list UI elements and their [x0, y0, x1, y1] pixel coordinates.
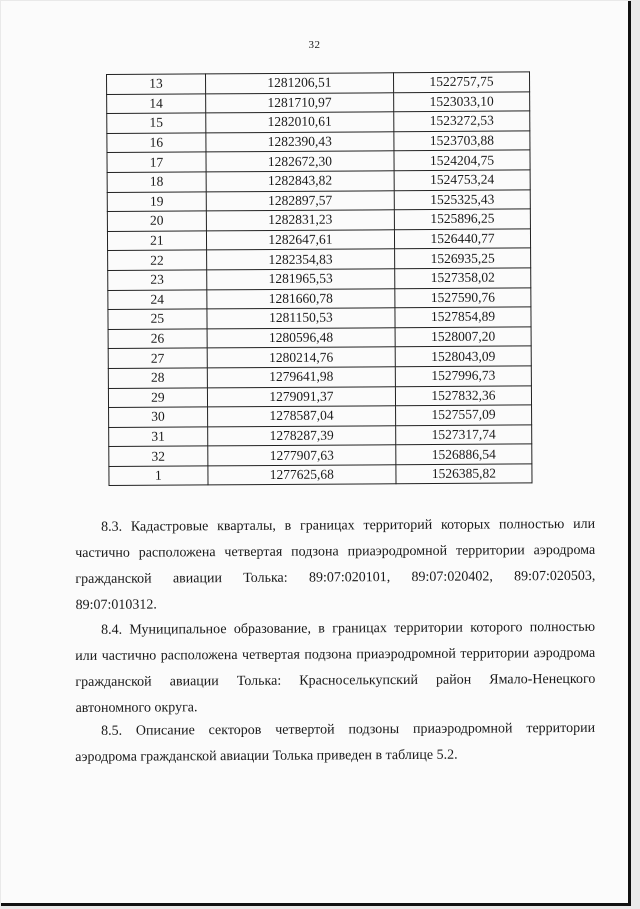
point-number-cell: 29	[108, 387, 207, 407]
y-coordinate-cell: 1523703,88	[394, 131, 530, 151]
table-row	[108, 327, 531, 349]
table-row	[107, 111, 530, 133]
table-row	[108, 385, 531, 407]
y-coordinate-cell: 1527590,76	[395, 287, 531, 307]
section-8-3	[75, 512, 596, 619]
x-coordinate-cell: 1281965,53	[206, 269, 394, 290]
point-number-cell: 32	[109, 446, 208, 466]
y-coordinate-cell: 1527557,09	[396, 405, 532, 425]
section-8-3-line-2: частично расположена четвертая подзона приаэродромной территории аэродрома	[75, 542, 596, 561]
table-row	[109, 444, 532, 466]
x-coordinate-cell: 1279641,98	[207, 367, 395, 388]
x-coordinate-cell: 1278287,39	[207, 425, 395, 446]
x-coordinate-cell: 1282897,57	[206, 190, 394, 211]
table-row	[107, 72, 530, 94]
x-coordinate-cell: 1277907,63	[208, 445, 396, 466]
y-coordinate-cell: 1527832,36	[395, 385, 531, 405]
x-coordinate-cell: 1281710,97	[205, 92, 393, 113]
y-coordinate-cell: 1528007,20	[395, 327, 531, 347]
table-row	[108, 287, 531, 309]
y-coordinate-cell: 1523272,53	[394, 111, 530, 131]
table-row	[108, 366, 531, 388]
y-coordinate-cell: 1527317,74	[396, 425, 532, 445]
point-number-cell: 14	[107, 93, 206, 113]
table-row	[107, 229, 530, 251]
point-number-cell: 28	[108, 368, 207, 388]
x-coordinate-cell: 1281660,78	[207, 288, 395, 309]
table-row	[108, 346, 531, 368]
table-row	[107, 150, 530, 172]
point-number-cell: 26	[108, 329, 207, 349]
x-coordinate-cell: 1278587,04	[207, 406, 395, 427]
x-coordinate-cell: 1282390,43	[206, 132, 394, 153]
section-8-4-line-3: гражданской авиации Толька: Красноселькупский район Ямало-Ненецкого	[75, 671, 596, 690]
y-coordinate-cell: 1526935,25	[395, 248, 531, 268]
coordinates-table-body	[107, 72, 533, 486]
section-8-4-line-4: автономного округа.	[75, 700, 198, 716]
y-coordinate-cell: 1526440,77	[394, 229, 530, 249]
table-row	[107, 131, 530, 153]
table-row	[107, 209, 530, 231]
page-number: 32	[308, 39, 321, 51]
section-8-4-line-1: 8.4. Муниципальное образование, в границах территории которого полностью	[101, 619, 596, 638]
table-row	[108, 307, 531, 329]
section-8-3-line-1: 8.3. Кадастровые кварталы, в границах территорий которых полностью или	[101, 516, 596, 535]
x-coordinate-cell: 1282010,61	[206, 112, 394, 133]
x-coordinate-cell: 1280596,48	[207, 327, 395, 348]
x-coordinate-cell: 1282831,23	[206, 210, 394, 231]
x-coordinate-cell: 1281206,51	[205, 73, 393, 94]
y-coordinate-cell: 1527854,89	[395, 307, 531, 327]
point-number-cell: 18	[107, 172, 206, 192]
point-number-cell: 31	[109, 427, 208, 447]
y-coordinate-cell: 1522757,75	[393, 72, 529, 92]
x-coordinate-cell: 1281150,53	[207, 308, 395, 329]
section-8-3-line-4: 89:07:010312.	[75, 597, 157, 613]
table-row	[109, 464, 532, 486]
section-8-3-line-3: гражданской авиации Толька: 89:07:020101, 89:07:020402, 89:07:020503,	[75, 568, 596, 587]
document-page	[1, 1, 631, 906]
point-number-cell: 27	[108, 348, 207, 368]
y-coordinate-cell: 1527358,02	[395, 268, 531, 288]
table-row	[109, 405, 532, 427]
x-coordinate-cell: 1282647,61	[206, 229, 394, 250]
section-8-4-line-2: или частично расположена четвертая подзона приаэродромной территории аэродрома	[75, 645, 596, 664]
x-coordinate-cell: 1279091,37	[207, 386, 395, 407]
y-coordinate-cell: 1528043,09	[395, 346, 531, 366]
y-coordinate-cell: 1523033,10	[394, 92, 530, 112]
table-row	[109, 425, 532, 447]
point-number-cell: 1	[109, 466, 208, 486]
x-coordinate-cell: 1277625,68	[208, 465, 396, 486]
point-number-cell: 17	[107, 152, 206, 172]
point-number-cell: 23	[108, 270, 207, 290]
x-coordinate-cell: 1280214,76	[207, 347, 395, 368]
table-row	[108, 268, 531, 290]
section-8-5-line-1: 8.5. Описание секторов четвертой подзоны приаэродромной территории	[101, 720, 596, 739]
y-coordinate-cell: 1524753,24	[394, 170, 530, 190]
section-8-5	[75, 716, 595, 771]
point-number-cell: 21	[107, 231, 206, 251]
y-coordinate-cell: 1524204,75	[394, 150, 530, 170]
x-coordinate-cell: 1282843,82	[206, 171, 394, 192]
x-coordinate-cell: 1282672,30	[206, 151, 394, 172]
table-row	[107, 170, 530, 192]
section-8-4	[75, 615, 596, 722]
y-coordinate-cell: 1527996,73	[395, 366, 531, 386]
y-coordinate-cell: 1525325,43	[394, 189, 530, 209]
point-number-cell: 30	[109, 407, 208, 427]
point-number-cell: 24	[108, 289, 207, 309]
point-number-cell: 16	[107, 133, 206, 153]
point-number-cell: 13	[107, 74, 206, 94]
section-8-5-line-2: аэродрома гражданской авиации Толька приведен в таблице 5.2.	[75, 747, 458, 765]
coordinates-table	[106, 71, 533, 486]
table-row	[107, 92, 530, 114]
y-coordinate-cell: 1526385,82	[396, 464, 532, 484]
table-row	[107, 189, 530, 211]
x-coordinate-cell: 1282354,83	[206, 249, 394, 270]
point-number-cell: 15	[107, 113, 206, 133]
point-number-cell: 20	[107, 211, 206, 231]
table-row	[108, 248, 531, 270]
point-number-cell: 25	[108, 309, 207, 329]
y-coordinate-cell: 1526886,54	[396, 444, 532, 464]
point-number-cell: 22	[108, 250, 207, 270]
y-coordinate-cell: 1525896,25	[394, 209, 530, 229]
point-number-cell: 19	[107, 191, 206, 211]
